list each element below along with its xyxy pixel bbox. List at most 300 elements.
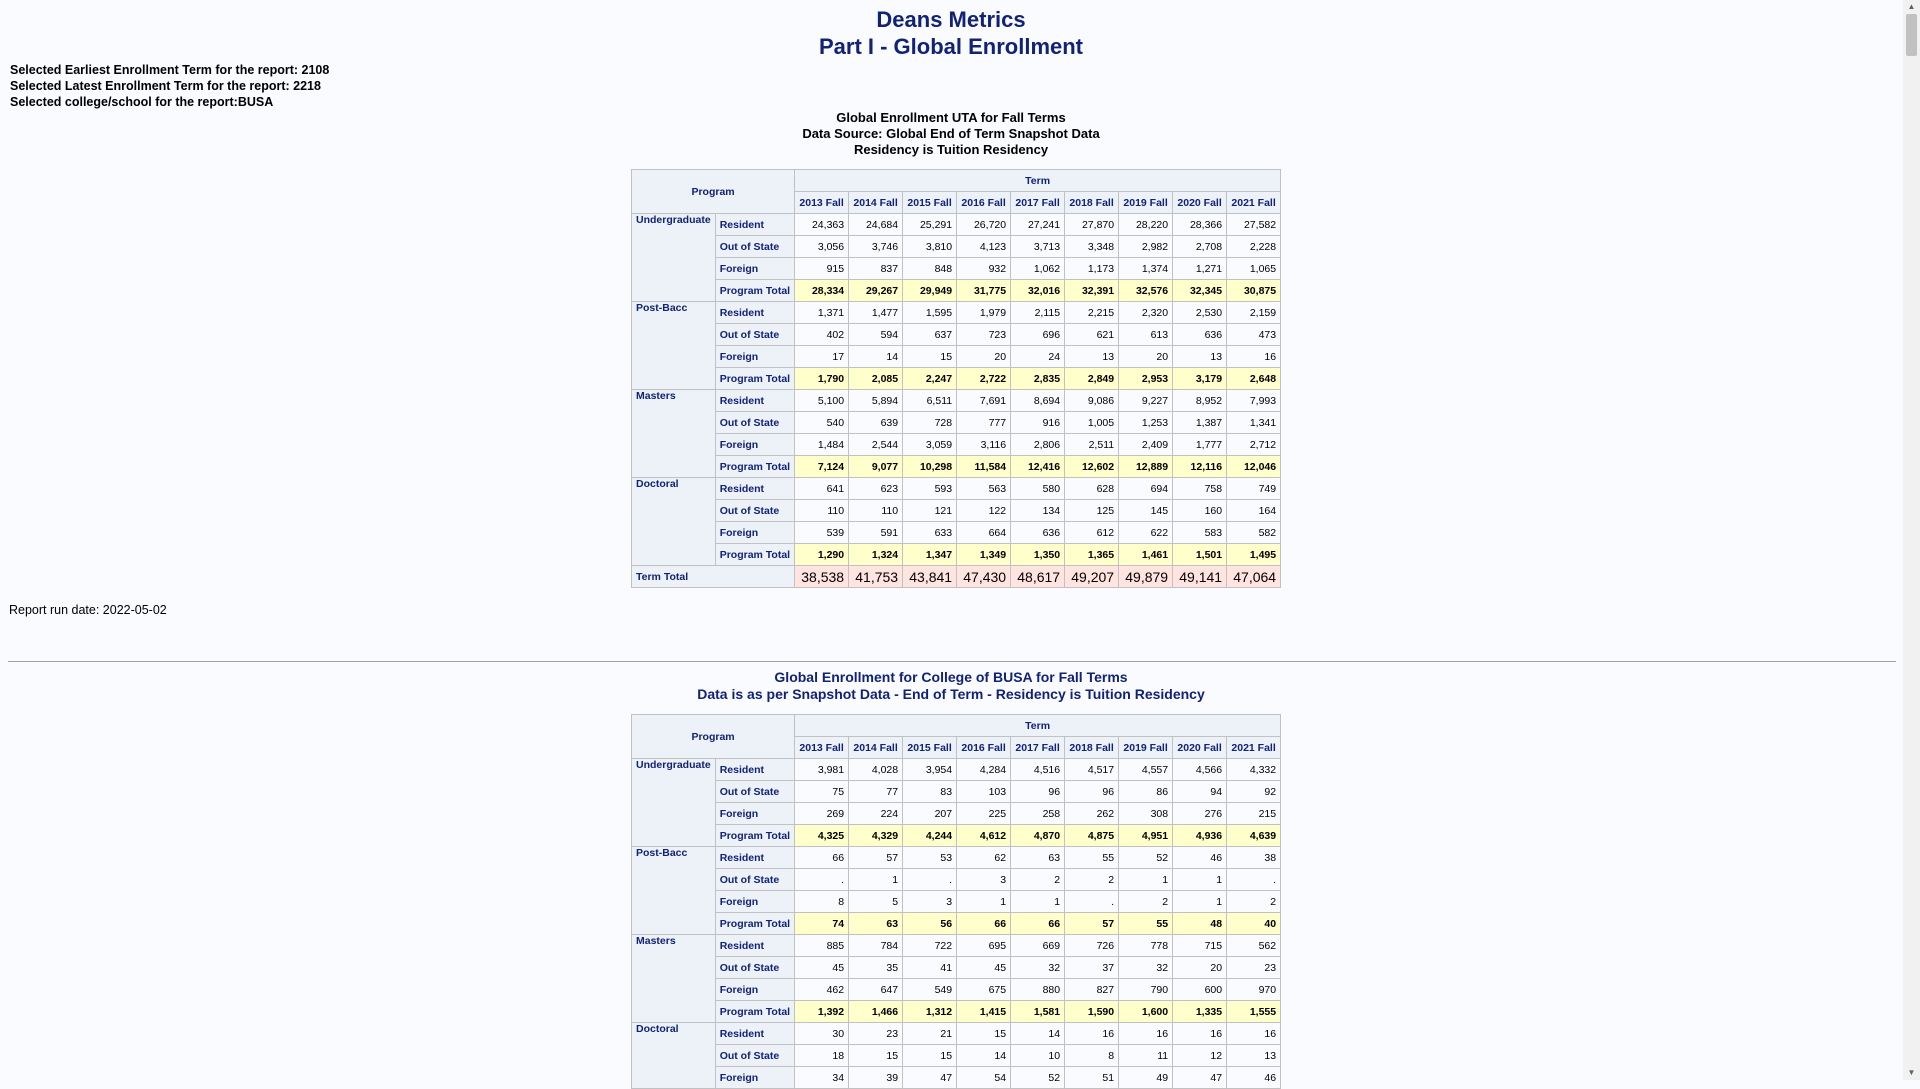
enrollment-cell: 848 [903,258,957,280]
enrollment-cell: 27,870 [1065,214,1119,236]
enrollment-cell: 62 [957,847,1011,869]
residency-row-label: Program Total [715,456,794,478]
enrollment-cell: 55 [1119,913,1173,935]
enrollment-cell: 2,159 [1227,302,1281,324]
enrollment-cell: 29,267 [849,280,903,302]
enrollment-cell: 45 [795,957,849,979]
residency-row-label: Out of State [715,236,794,258]
enrollment-cell: 3,981 [795,759,849,781]
term-column-header: Term [795,170,1281,192]
program-group-label: Undergraduate [632,759,716,847]
param-college: Selected college/school for the report:BUSA [10,95,274,109]
enrollment-cell: 49 [1119,1067,1173,1089]
enrollment-cell: 13 [1065,346,1119,368]
enrollment-cell: 4,517 [1065,759,1119,781]
enrollment-cell: 1,387 [1173,412,1227,434]
enrollment-cell: 57 [849,847,903,869]
enrollment-cell: 1,461 [1119,544,1173,566]
residency-row-label: Resident [715,214,794,236]
term-year-header: 2013 Fall [795,737,849,759]
table2-caption-2: Data is as per Snapshot Data - End of Term - Residency is Tuition Residency [697,686,1205,702]
residency-row-label: Resident [715,847,794,869]
enrollment-cell: 57 [1065,913,1119,935]
enrollment-cell: 215 [1227,803,1281,825]
college-enrollment-table [631,714,1281,1089]
residency-row-label: Out of State [715,781,794,803]
report-title: Deans Metrics [876,7,1026,32]
enrollment-cell: 549 [903,979,957,1001]
enrollment-cell: 723 [957,324,1011,346]
enrollment-cell: 2,806 [1011,434,1065,456]
enrollment-cell: 1,350 [1011,544,1065,566]
enrollment-cell: 5,894 [849,390,903,412]
enrollment-cell: 258 [1011,803,1065,825]
enrollment-cell: 715 [1173,935,1227,957]
enrollment-cell: 32,016 [1011,280,1065,302]
enrollment-cell: 621 [1065,324,1119,346]
residency-row-label: Foreign [715,346,794,368]
enrollment-cell: 41 [903,957,957,979]
table-row [632,847,1281,869]
enrollment-cell: 4,028 [849,759,903,781]
enrollment-cell: 110 [849,500,903,522]
term-year-header: 2019 Fall [1119,737,1173,759]
residency-row-label: Program Total [715,280,794,302]
enrollment-cell: 778 [1119,935,1173,957]
enrollment-cell: 2,320 [1119,302,1173,324]
enrollment-cell: 15 [849,1045,903,1067]
enrollment-cell: 2,849 [1065,368,1119,390]
enrollment-cell: 1,415 [957,1001,1011,1023]
vertical-scrollbar[interactable] [1903,0,1920,1080]
table-row [632,390,1281,412]
enrollment-cell: 23 [1227,957,1281,979]
term-total-cell: 48,617 [1011,566,1065,588]
enrollment-cell: 837 [849,258,903,280]
param-latest-term: Selected Latest Enrollment Term for the report: 2218 [10,79,321,93]
report-parameters [10,62,329,110]
table-row [632,324,1281,346]
enrollment-cell: 695 [957,935,1011,957]
enrollment-cell: 2,648 [1227,368,1281,390]
enrollment-cell: 2 [1227,891,1281,913]
enrollment-cell: 14 [849,346,903,368]
enrollment-cell: 562 [1227,935,1281,957]
table-row [632,891,1281,913]
enrollment-cell: 8,952 [1173,390,1227,412]
residency-row-label: Out of State [715,324,794,346]
residency-row-label: Foreign [715,522,794,544]
term-year-header: 2016 Fall [957,737,1011,759]
enrollment-cell: 3,059 [903,434,957,456]
enrollment-cell: 916 [1011,412,1065,434]
enrollment-cell: 3,954 [903,759,957,781]
enrollment-cell: 27,241 [1011,214,1065,236]
enrollment-cell: 1,324 [849,544,903,566]
table-row [632,979,1281,1001]
enrollment-cell: 20 [957,346,1011,368]
program-group-label: Post-Bacc [632,847,716,935]
program-total-row [632,456,1281,478]
enrollment-cell: 96 [1065,781,1119,803]
enrollment-cell: 160 [1173,500,1227,522]
enrollment-cell: 1,979 [957,302,1011,324]
term-year-header: 2017 Fall [1011,192,1065,214]
enrollment-cell: 3,713 [1011,236,1065,258]
table-row [632,1045,1281,1067]
term-year-header: 2014 Fall [849,192,903,214]
enrollment-cell: . [1065,891,1119,913]
param-earliest-term: Selected Earliest Enrollment Term for the report: 2108 [10,63,330,77]
enrollment-cell: 56 [903,913,957,935]
enrollment-cell: 582 [1227,522,1281,544]
enrollment-cell: 66 [795,847,849,869]
enrollment-cell: 63 [1011,847,1065,869]
enrollment-cell: 24,684 [849,214,903,236]
enrollment-cell: 1,065 [1227,258,1281,280]
enrollment-cell: 402 [795,324,849,346]
enrollment-cell: 9,227 [1119,390,1173,412]
enrollment-cell: 2,953 [1119,368,1173,390]
enrollment-cell: 207 [903,803,957,825]
residency-row-label: Out of State [715,869,794,891]
enrollment-cell: 17 [795,346,849,368]
table-row [632,258,1281,280]
scrollbar-thumb[interactable] [1906,14,1917,56]
term-year-header: 2021 Fall [1227,737,1281,759]
enrollment-cell: 21 [903,1023,957,1045]
scroll-down-arrow-icon[interactable]: ▼ [1907,1068,1916,1077]
enrollment-cell: 1 [849,869,903,891]
enrollment-cell: 32,391 [1065,280,1119,302]
enrollment-cell: . [1227,869,1281,891]
enrollment-cell: 4,244 [903,825,957,847]
table-row [632,1067,1281,1089]
residency-row-label: Foreign [715,891,794,913]
program-total-row [632,368,1281,390]
residency-row-label: Resident [715,390,794,412]
global-enrollment-table [631,169,1281,588]
term-total-label: Term Total [632,566,795,588]
term-total-cell: 38,538 [795,566,849,588]
enrollment-cell: 2,215 [1065,302,1119,324]
enrollment-cell: 4,612 [957,825,1011,847]
enrollment-cell: 8 [795,891,849,913]
term-year-header: 2018 Fall [1065,737,1119,759]
table1-caption-2: Data Source: Global End of Term Snapshot Data [802,126,1100,141]
table-row [632,346,1281,368]
enrollment-cell: 1,365 [1065,544,1119,566]
enrollment-cell: 2,835 [1011,368,1065,390]
program-total-row [632,825,1281,847]
enrollment-cell: 1,290 [795,544,849,566]
enrollment-cell: 539 [795,522,849,544]
enrollment-cell: 583 [1173,522,1227,544]
residency-row-label: Foreign [715,1067,794,1089]
program-total-row [632,544,1281,566]
enrollment-cell: 4,325 [795,825,849,847]
enrollment-cell: 3,116 [957,434,1011,456]
enrollment-cell: 4,332 [1227,759,1281,781]
table-row [632,935,1281,957]
table-row [632,302,1281,324]
enrollment-cell: 1 [1173,891,1227,913]
residency-row-label: Foreign [715,258,794,280]
enrollment-cell: . [795,869,849,891]
enrollment-cell: 2,712 [1227,434,1281,456]
enrollment-cell: 2 [1119,891,1173,913]
enrollment-cell: 4,870 [1011,825,1065,847]
enrollment-cell: 32,345 [1173,280,1227,302]
enrollment-cell: 696 [1011,324,1065,346]
enrollment-cell: 580 [1011,478,1065,500]
enrollment-cell: 2,982 [1119,236,1173,258]
enrollment-cell: 4,875 [1065,825,1119,847]
enrollment-cell: 276 [1173,803,1227,825]
enrollment-cell: 8,694 [1011,390,1065,412]
enrollment-cell: 1,477 [849,302,903,324]
enrollment-cell: 16 [1227,1023,1281,1045]
enrollment-cell: 14 [957,1045,1011,1067]
enrollment-cell: 4,557 [1119,759,1173,781]
residency-row-label: Out of State [715,957,794,979]
report-run-date: Report run date: 2022-05-02 [9,603,167,617]
enrollment-cell: 23 [849,1023,903,1045]
residency-row-label: Foreign [715,979,794,1001]
enrollment-cell: 38 [1227,847,1281,869]
section-divider [8,661,1896,662]
enrollment-cell: 1,173 [1065,258,1119,280]
enrollment-cell: 308 [1119,803,1173,825]
enrollment-cell: 2,247 [903,368,957,390]
term-year-header: 2017 Fall [1011,737,1065,759]
term-year-header: 2018 Fall [1065,192,1119,214]
enrollment-cell: 1 [957,891,1011,913]
program-total-row [632,280,1281,302]
term-total-cell: 47,064 [1227,566,1281,588]
enrollment-cell: 4,936 [1173,825,1227,847]
enrollment-cell: 749 [1227,478,1281,500]
enrollment-cell: 4,329 [849,825,903,847]
program-group-label: Post-Bacc [632,302,716,390]
term-year-header: 2020 Fall [1173,737,1227,759]
enrollment-cell: 726 [1065,935,1119,957]
program-column-header: Program [632,715,795,759]
enrollment-cell: 2,085 [849,368,903,390]
enrollment-cell: 1,392 [795,1001,849,1023]
enrollment-cell: 2,544 [849,434,903,456]
enrollment-cell: 75 [795,781,849,803]
enrollment-cell: 4,566 [1173,759,1227,781]
enrollment-cell: 24 [1011,346,1065,368]
program-column-header: Program [632,170,795,214]
enrollment-cell: 103 [957,781,1011,803]
enrollment-cell: 1,484 [795,434,849,456]
enrollment-cell: 1,600 [1119,1001,1173,1023]
enrollment-cell: 4,951 [1119,825,1173,847]
term-year-header: 2020 Fall [1173,192,1227,214]
enrollment-cell: 110 [795,500,849,522]
residency-row-label: Resident [715,1023,794,1045]
table-row [632,1023,1281,1045]
residency-row-label: Resident [715,759,794,781]
enrollment-cell: 790 [1119,979,1173,1001]
enrollment-cell: 5,100 [795,390,849,412]
enrollment-cell: 669 [1011,935,1065,957]
enrollment-cell: 694 [1119,478,1173,500]
enrollment-cell: 1,253 [1119,412,1173,434]
enrollment-cell: 7,993 [1227,390,1281,412]
enrollment-cell: 15 [903,1045,957,1067]
term-year-header: 2019 Fall [1119,192,1173,214]
enrollment-cell: 2,409 [1119,434,1173,456]
enrollment-cell: 540 [795,412,849,434]
table-row [632,781,1281,803]
enrollment-cell: 10,298 [903,456,957,478]
enrollment-cell: 7,124 [795,456,849,478]
enrollment-cell: 1,501 [1173,544,1227,566]
enrollment-cell: 3 [903,891,957,913]
enrollment-cell: 600 [1173,979,1227,1001]
enrollment-cell: 66 [957,913,1011,935]
enrollment-cell: 636 [1173,324,1227,346]
program-group-label: Doctoral [632,478,716,566]
enrollment-cell: 784 [849,935,903,957]
enrollment-cell: 15 [903,346,957,368]
enrollment-cell: 32 [1119,957,1173,979]
enrollment-cell: 593 [903,478,957,500]
enrollment-cell: 462 [795,979,849,1001]
enrollment-cell: 16 [1119,1023,1173,1045]
enrollment-cell: 932 [957,258,1011,280]
enrollment-cell: 12,602 [1065,456,1119,478]
residency-row-label: Resident [715,302,794,324]
enrollment-cell: 39 [849,1067,903,1089]
scroll-up-arrow-icon[interactable]: ▲ [1907,2,1916,11]
enrollment-cell: 74 [795,913,849,935]
table-row [632,522,1281,544]
enrollment-cell: 12,889 [1119,456,1173,478]
table-row [632,803,1281,825]
enrollment-cell: 94 [1173,781,1227,803]
residency-row-label: Resident [715,478,794,500]
table-row [632,759,1281,781]
enrollment-cell: 623 [849,478,903,500]
residency-row-label: Out of State [715,1045,794,1067]
enrollment-cell: 30,875 [1227,280,1281,302]
enrollment-cell: 622 [1119,522,1173,544]
enrollment-cell: 675 [957,979,1011,1001]
enrollment-cell: 1,271 [1173,258,1227,280]
enrollment-cell: 29,949 [903,280,957,302]
enrollment-cell: 86 [1119,781,1173,803]
enrollment-cell: 1,341 [1227,412,1281,434]
enrollment-cell: 4,516 [1011,759,1065,781]
enrollment-cell: 2 [1011,869,1065,891]
enrollment-cell: 9,077 [849,456,903,478]
enrollment-cell: 121 [903,500,957,522]
term-year-header: 2014 Fall [849,737,903,759]
enrollment-cell: 885 [795,935,849,957]
enrollment-cell: 3,348 [1065,236,1119,258]
residency-row-label: Out of State [715,500,794,522]
residency-row-label: Program Total [715,913,794,935]
term-column-header: Term [795,715,1281,737]
enrollment-cell: 637 [903,324,957,346]
enrollment-cell: 4,639 [1227,825,1281,847]
enrollment-cell: 3,746 [849,236,903,258]
enrollment-cell: 30 [795,1023,849,1045]
enrollment-cell: 224 [849,803,903,825]
enrollment-cell: 1,062 [1011,258,1065,280]
enrollment-cell: 26,720 [957,214,1011,236]
enrollment-cell: 28,220 [1119,214,1173,236]
enrollment-cell: 12 [1173,1045,1227,1067]
enrollment-cell: 758 [1173,478,1227,500]
enrollment-cell: 15 [957,1023,1011,1045]
term-year-header: 2015 Fall [903,192,957,214]
enrollment-cell: 3,810 [903,236,957,258]
enrollment-cell: 1,581 [1011,1001,1065,1023]
term-year-header: 2013 Fall [795,192,849,214]
enrollment-cell: 827 [1065,979,1119,1001]
enrollment-cell: 134 [1011,500,1065,522]
enrollment-cell: 164 [1227,500,1281,522]
table-row [632,412,1281,434]
term-total-cell: 49,141 [1173,566,1227,588]
enrollment-cell: 591 [849,522,903,544]
enrollment-cell: 3,056 [795,236,849,258]
enrollment-cell: 1,790 [795,368,849,390]
enrollment-cell: 1,590 [1065,1001,1119,1023]
term-total-cell: 49,207 [1065,566,1119,588]
enrollment-cell: 970 [1227,979,1281,1001]
enrollment-cell: 83 [903,781,957,803]
table-row [632,434,1281,456]
enrollment-cell: 628 [1065,478,1119,500]
enrollment-cell: 1,347 [903,544,957,566]
term-total-cell: 49,879 [1119,566,1173,588]
program-total-row [632,1001,1281,1023]
table-row [632,869,1281,891]
enrollment-cell: 25,291 [903,214,957,236]
program-group-label: Doctoral [632,1023,716,1089]
enrollment-cell: . [903,869,957,891]
enrollment-cell: 27,582 [1227,214,1281,236]
enrollment-cell: 639 [849,412,903,434]
term-year-header: 2016 Fall [957,192,1011,214]
table1-caption-1: Global Enrollment UTA for Fall Terms [836,110,1066,125]
enrollment-cell: 4,284 [957,759,1011,781]
residency-row-label: Out of State [715,412,794,434]
table-row [632,957,1281,979]
enrollment-cell: 1 [1119,869,1173,891]
enrollment-cell: 7,691 [957,390,1011,412]
report-subtitle: Part I - Global Enrollment [818,34,1084,59]
enrollment-cell: 92 [1227,781,1281,803]
enrollment-cell: 1,777 [1173,434,1227,456]
residency-row-label: Program Total [715,1001,794,1023]
enrollment-cell: 28,334 [795,280,849,302]
residency-row-label: Foreign [715,434,794,456]
enrollment-cell: 2,722 [957,368,1011,390]
enrollment-cell: 52 [1011,1067,1065,1089]
enrollment-cell: 613 [1119,324,1173,346]
enrollment-cell: 2,530 [1173,302,1227,324]
enrollment-cell: 2,708 [1173,236,1227,258]
enrollment-cell: 2,228 [1227,236,1281,258]
enrollment-cell: 722 [903,935,957,957]
